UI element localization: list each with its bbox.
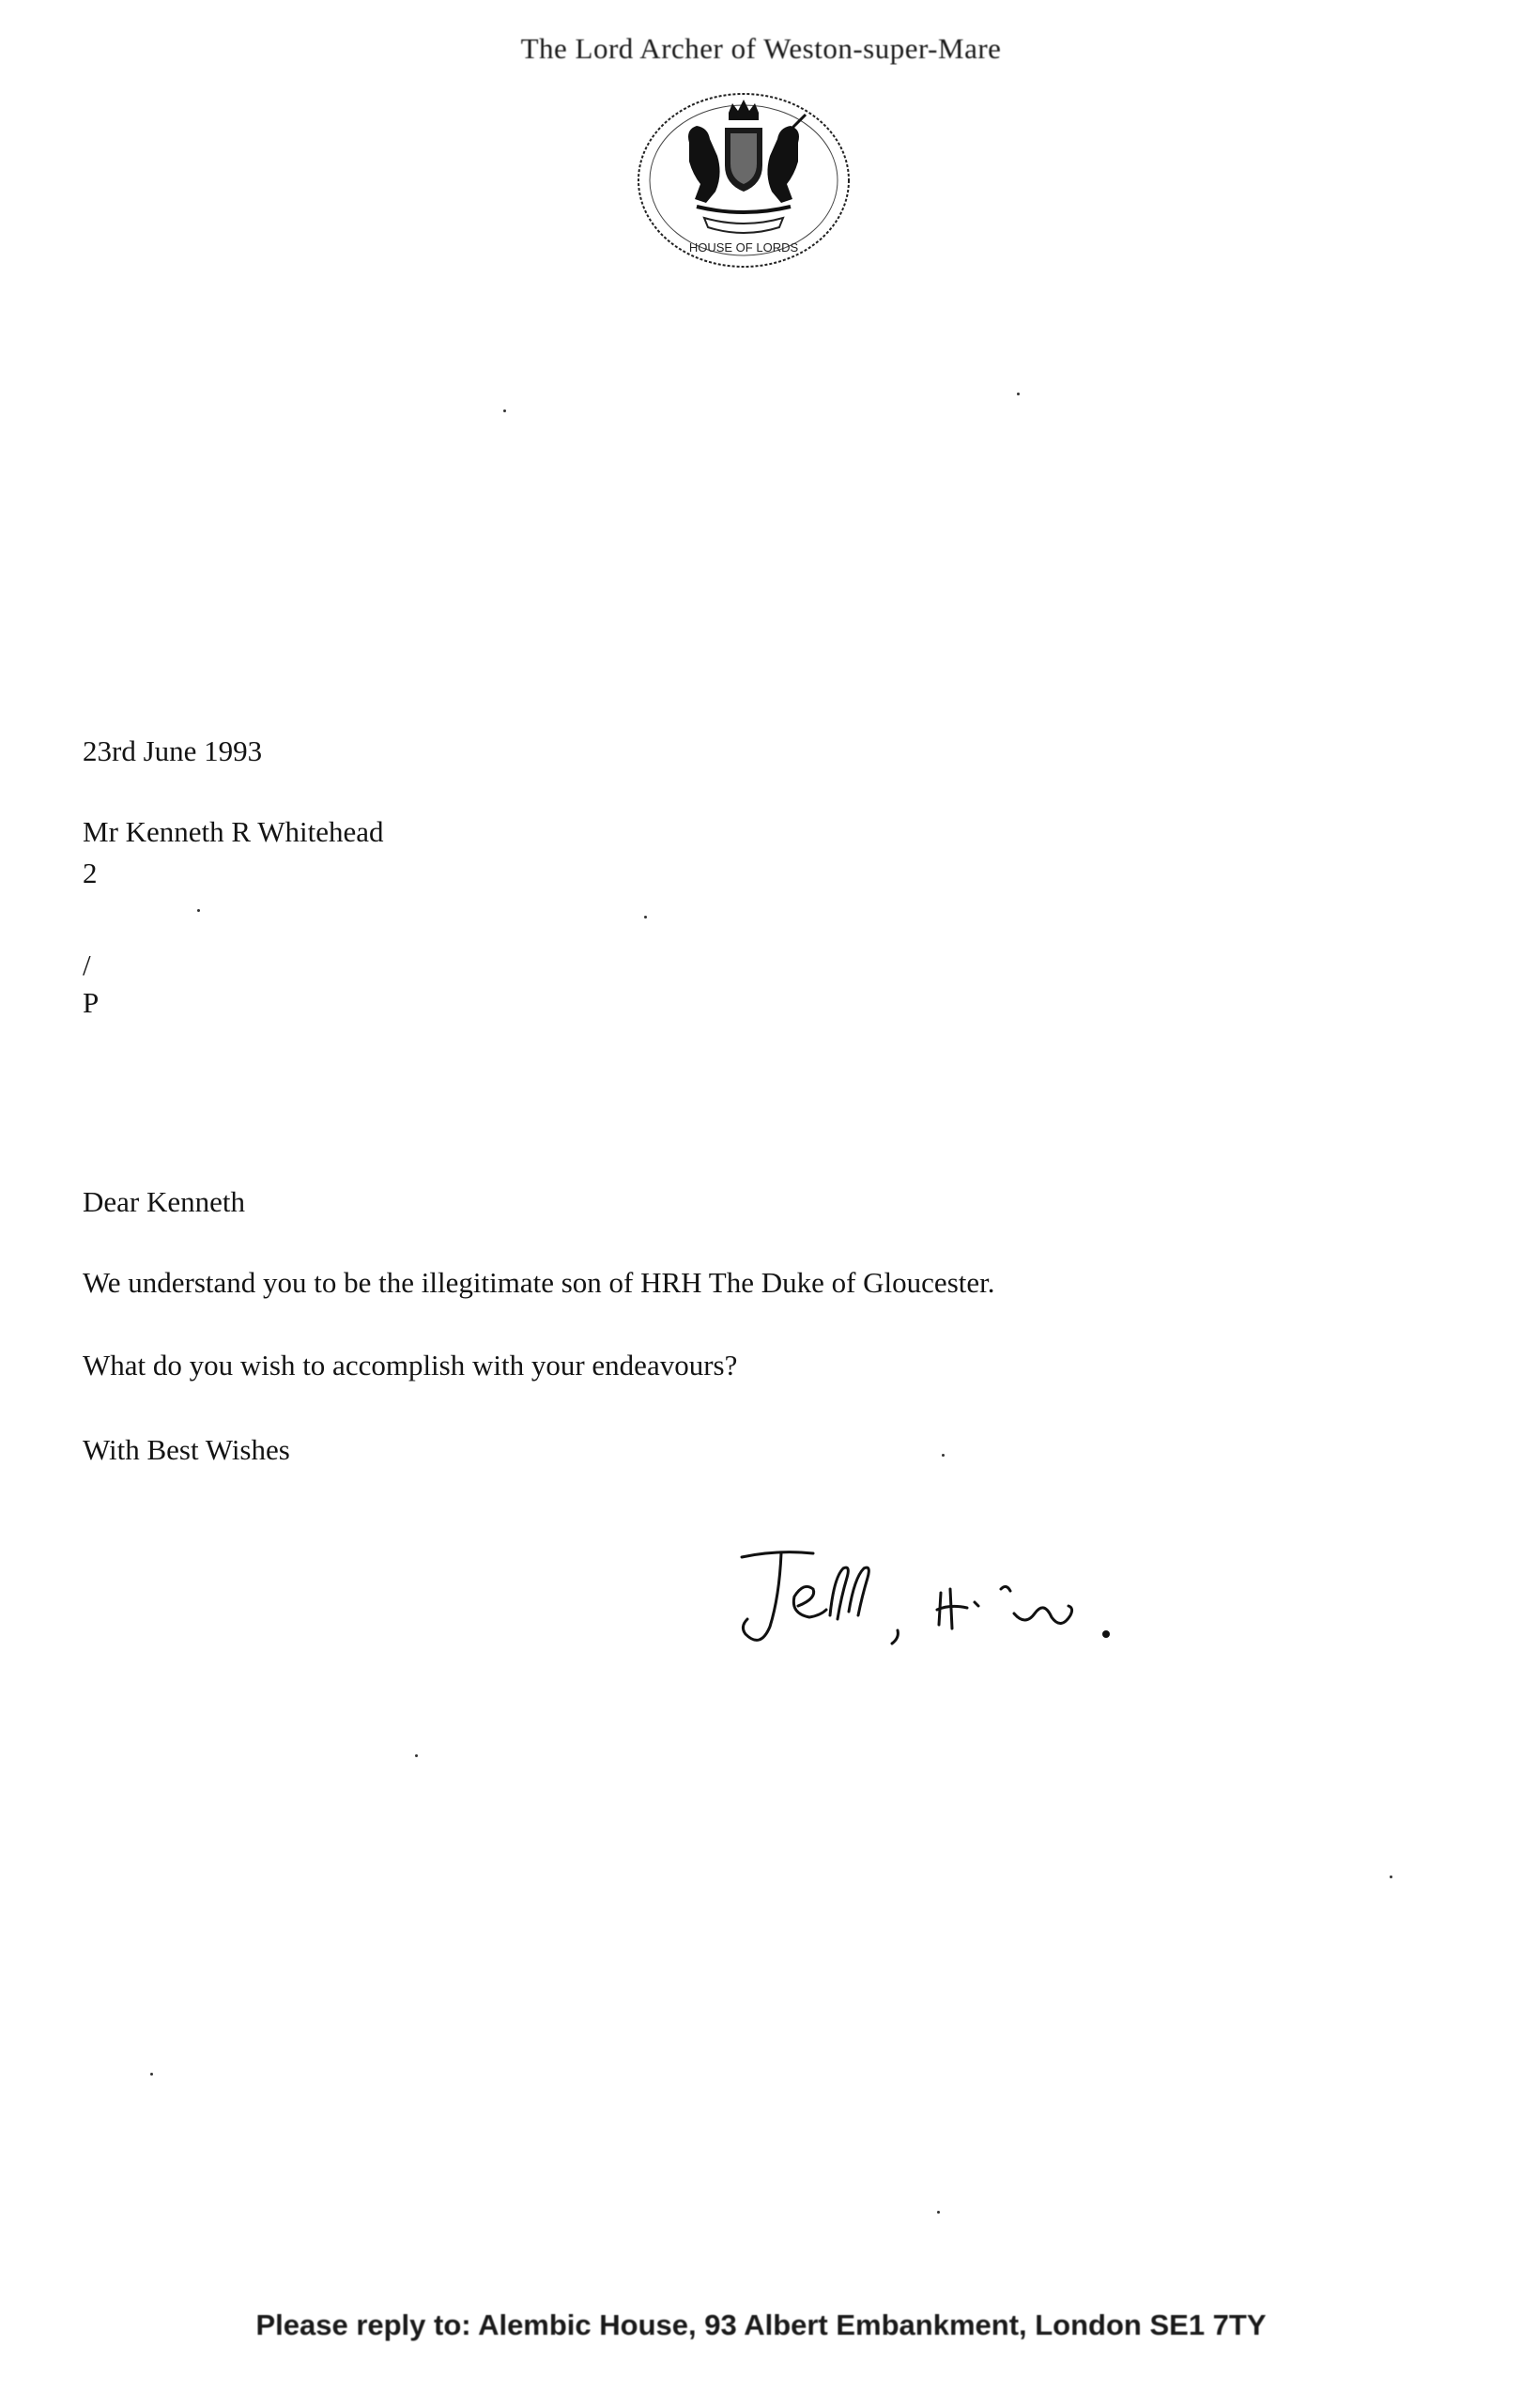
royal-crest-icon [631, 86, 856, 274]
recipient-name: Mr Kenneth R Whitehead [83, 815, 384, 848]
recipient-address-line: / [83, 949, 91, 981]
scan-speck [415, 1754, 418, 1757]
crest-text: HOUSE OF LORDS [688, 240, 799, 255]
scan-speck [1017, 393, 1020, 395]
scan-speck [150, 2073, 153, 2076]
scan-speck [937, 2211, 940, 2214]
recipient-address-line: 2 [83, 857, 98, 889]
scan-speck [1390, 1875, 1392, 1878]
salutation: Dear Kenneth [83, 1185, 245, 1218]
reply-address-footer: Please reply to: Alembic House, 93 Albert Embankment, London SE1 7TY [255, 2308, 1267, 2341]
scan-speck [503, 409, 506, 412]
letter-date: 23rd June 1993 [83, 734, 263, 767]
scan-speck [942, 1454, 945, 1457]
scan-speck [197, 909, 200, 912]
closing: With Best Wishes [83, 1433, 290, 1466]
recipient-address-line: P [83, 986, 100, 1019]
letterhead-title: The Lord Archer of Weston-super-Mare [520, 32, 1002, 65]
body-paragraph: We understand you to be the illegitimate son of HRH The Duke of Gloucester. [83, 1266, 995, 1299]
handwritten-signature [732, 1540, 1164, 1662]
scan-speck [644, 916, 647, 918]
body-paragraph: What do you wish to accomplish with your endeavours? [83, 1349, 738, 1382]
